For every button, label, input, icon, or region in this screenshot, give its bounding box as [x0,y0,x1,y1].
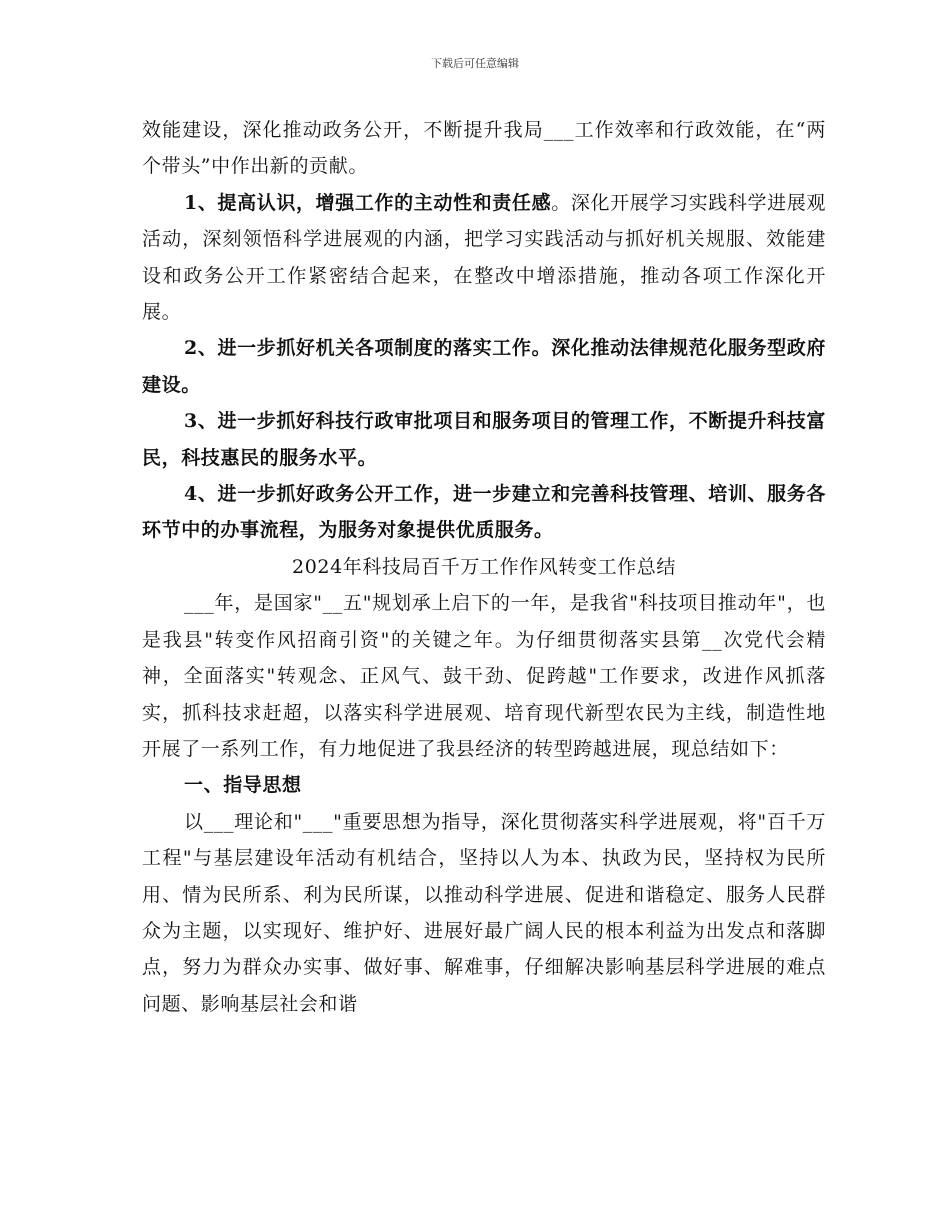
page-header: 下载后可任意编辑 [431,57,519,70]
paragraph-guiding-ideology: 以___理论和"___"重要思想为指导，深化贯彻落实科学进展观，将"百千万工程"与基层建设年活动有机结合，坚持以人为本、执政为民，坚持权为民所用、情为民所系、利为民所谋，以推动科学进展、促进和谐稳定、服务人民群众为主题，以实现好、维护好、进展好最广阔人民的根本利益为出发点和落脚点，努力为群众办实事、做好事、解难事，仔细解决影响基层科学进展的难点问题、影响基层社会和谐 [142,810,826,1015]
item-1-heading: 1、提高认识，增强工作的主动性和责任感 [184,191,552,214]
paragraph-intro: 效能建设，深化推动政务公开，不断提升我局___工作效率和行政效能，在“两个带头”中作出新的贡献。 [142,119,826,178]
section-heading-guiding-ideology: 一、指导思想 [184,774,302,797]
paragraph-item-3: 3、进一步抓好科技行政审批项目和服务项目的管理工作，不断提升科技富民，科技惠民的服务水平。 [142,410,826,469]
document-body [142,112,826,1022]
paragraph-item-1 [142,185,826,331]
paragraph-item-2: 2、进一步抓好机关各项制度的落实工作。深化推动法律规范化服务型政府建设。 [142,337,826,396]
item-1-body: 。深化开展学习实践科学进展观活动，深刻领悟科学进展观的内涵，把学习实践活动与抓好机关规服、效能建设和政务公开工作紧密结合起来，在整改中增添措施，推动各项工作深化开展。 [142,191,826,324]
document-title: 2024年科技局百千万工作作风转变工作总结 [292,555,676,578]
paragraph-summary: ___年，是国家"__五"规划承上启下的一年，是我省"科技项目推动年"，也是我县"转变作风招商引资"的关键之年。为仔细贯彻落实县第__次党代会精神，全面落实"转观念、正风气、鼓干劲、促跨越"工作要求，改进作风抓落实，抓科技求赶超，以落实科学进展观、培育现代新型农民为主线，制造性地开展了一系列工作，有力地促进了我县经济的转型跨越进展，现总结如下： [142,592,826,760]
paragraph-item-4: 4、进一步抓好政务公开工作，进一步建立和完善科技管理、培训、服务各环节中的办事流程，为服务对象提供优质服务。 [142,483,826,542]
